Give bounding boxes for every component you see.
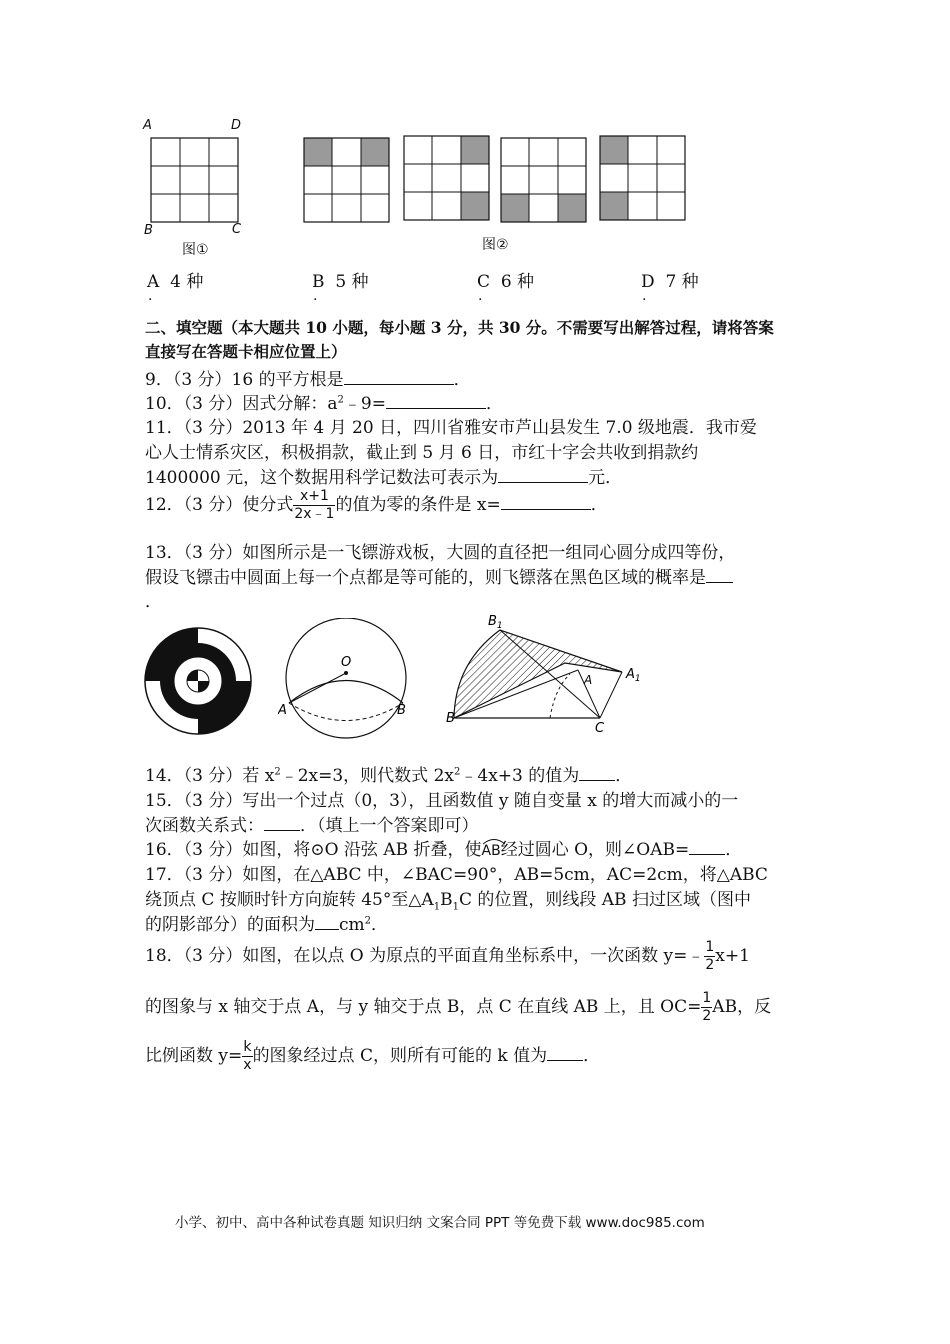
question-13-line1: 13．（3 分）如图所示是一飞镖游戏板，大圆的直径把一组同心圆分成四等份， (145, 543, 736, 563)
question-16: 16．（3 分）如图，将⊙O 沿弦 AB 折叠，使 AB经过圆心 O，则∠OAB= ． (145, 840, 743, 860)
label-C: C (232, 222, 242, 237)
grid-2d (599, 135, 687, 222)
question-12: 12．（3 分）使分式 $\frac{x+1}{2x﹣1}$ 的值为零的条件是 x= ． (145, 488, 608, 522)
question-18-line1: 18．（3 分）如图，在以点 O 为原点的平面直角坐标系中，一次函数 y=﹣ $\frac{1}{2}$ x+1 (145, 939, 750, 973)
option-c: C 6 种 (477, 272, 535, 292)
label-B: B (397, 703, 406, 718)
grid-2c (500, 137, 588, 224)
answer-blank (689, 840, 725, 855)
page-footer: 小学、初中、高中各种试卷真题 知识归纳 文案合同 PPT 等免费下载 www.doc985.com (175, 1215, 705, 1231)
fraction: $\frac{1}{2}$ (705, 939, 715, 973)
label-C: C (595, 721, 605, 736)
dot: . (313, 288, 318, 304)
question-9: 9．（3 分）16 的平方根是 ． (145, 370, 471, 390)
arc-ab: AB (482, 843, 501, 859)
grid-2b (403, 135, 491, 222)
question-11-line2: 心人士情系灾区，积极捐款，截止到 5 月 6 日，市红十字会共收到捐款约 (145, 443, 699, 463)
figure-1-caption: 图① (182, 242, 209, 258)
grid-2a (303, 137, 391, 224)
label-A: A (584, 673, 593, 687)
label-B: B (446, 711, 455, 726)
figure-2-caption: 图② (482, 237, 509, 253)
answer-blank (264, 816, 300, 831)
fraction: $\frac{k}{x}$ (243, 1039, 252, 1073)
dartboard-figure (143, 626, 255, 738)
label-B1: $B_1$ (488, 614, 503, 631)
circle-fold-figure (278, 618, 418, 740)
answer-blank (386, 394, 486, 409)
question-15-line2: 次函数关系式： ．（填上一个答案即可） (145, 816, 479, 836)
answer-blank (547, 1046, 583, 1061)
dot: . (478, 288, 483, 304)
answer-blank (579, 766, 615, 781)
question-17-line2: 绕顶点 C 按顺时针方向旋转 45°至$\triangle A_1B_1C$ 的位置，则线段 AB 扫过区域（图中 (145, 890, 751, 913)
question-11-line1: 11．（3 分）2013 年 4 月 20 日，四川省雅安市芦山县发生 7.0 级地震．我市爱 (145, 418, 757, 438)
label-A1: $A_1$ (626, 667, 641, 684)
fraction: $\frac{1}{2}$ (702, 990, 712, 1024)
label-A: A (143, 118, 152, 133)
question-13-line2: 假设飞镖击中圆面上每一个点都是等可能的，则飞镖落在黑色区域的概率是 (145, 563, 733, 588)
question-14: 14．（3 分）若 $x^2﹣2x=3$，则代数式 $2x^2﹣4x+3$ 的值为 ． (145, 766, 633, 786)
answer-blank (706, 568, 733, 583)
answer-blank (315, 915, 339, 930)
label-B: B (144, 223, 153, 238)
option-d: D 7 种 (641, 272, 699, 292)
question-10: 10．（3 分）因式分解：$a^2﹣9=$ ． (145, 394, 503, 414)
answer-blank (501, 495, 591, 510)
grid-figure-1 (150, 137, 240, 224)
answer-blank (344, 370, 454, 385)
section-heading-line2: 直接写在答题卡相应位置上） (145, 342, 347, 361)
question-18-line3: 比例函数 y= $\frac{k}{x}$ 的图象经过点 C，则所有可能的 k 值为 ． (145, 1039, 601, 1073)
section-heading: 二、填空题（本大题共 10 小题，每小题 3 分，共 30 分。不需要写出解答过程，请将答案 (145, 318, 774, 337)
rotation-figure (440, 608, 660, 738)
option-b: B 5 种 (312, 272, 369, 292)
question-17-line1: 17．（3 分）如图，在△ABC 中，∠BAC=90°，AB=5cm，AC=2cm，将△ABC (145, 865, 768, 885)
dot: . (642, 288, 647, 304)
question-15-line1: 15．（3 分）写出一个过点（0，3），且函数值 y 随自变量 x 的增大而减小的一 (145, 791, 739, 811)
answer-blank (498, 468, 588, 483)
question-13-line3: ． (145, 592, 162, 612)
dot: . (148, 288, 153, 304)
question-11-line3: 1400000 元，这个数据用科学记数法可表示为 元． (145, 468, 623, 488)
question-17-line3: 的阴影部分）的面积为 $cm^2$． (145, 915, 389, 935)
question-18-line2: 的图象与 x 轴交于点 A，与 y 轴交于点 B，点 C 在直线 AB 上，且 OC= $\frac{1}{2}$ AB，反 (145, 990, 772, 1024)
option-a: A 4 种 (147, 272, 204, 292)
fraction: $\frac{x+1}{2x﹣1}$ (294, 488, 335, 522)
label-D: D (231, 118, 242, 133)
label-A: A (278, 703, 287, 718)
label-O: O (341, 655, 352, 670)
